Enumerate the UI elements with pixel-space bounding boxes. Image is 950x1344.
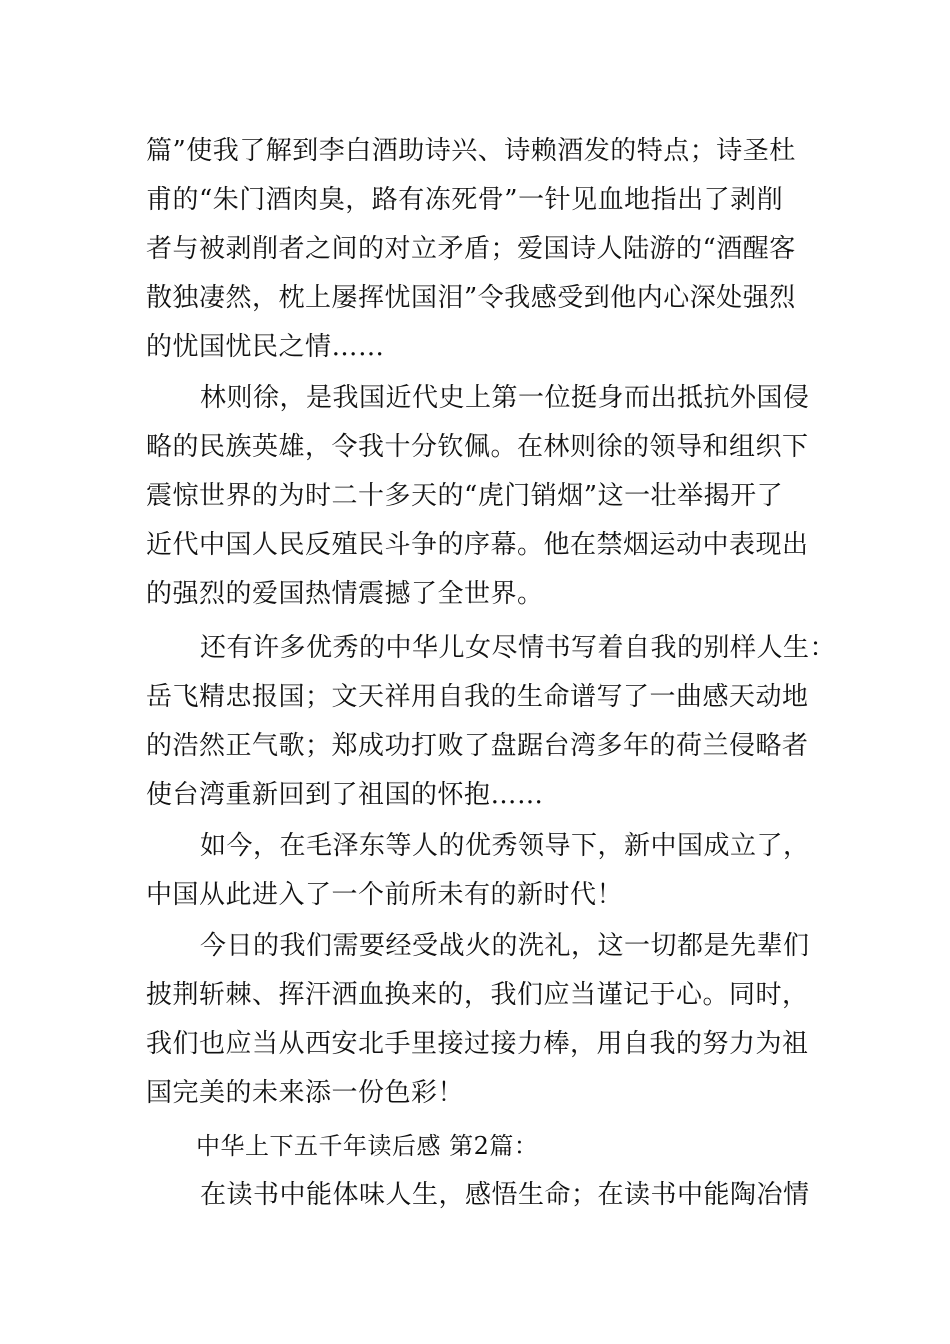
paragraph-first-line: 今日的我们需要经受战火的洗礼，这一切都是先辈们 [200,931,810,961]
text-line: 的强烈的爱国热情震撼了全世界。 [146,579,544,609]
paragraph-first-line: 如今，在毛泽东等人的优秀领导下，新中国成立了， [200,831,810,861]
text-line: 散独凄然，枕上屡挥忧国泪”令我感受到他内心深处强烈 [146,283,796,313]
paragraph-first-line: 在读书中能体味人生，感悟生命；在读书中能陶冶情 [200,1180,810,1210]
text-line: 我们也应当从西安北手里接过接力棒，用自我的努力为祖 [146,1029,809,1059]
paragraph-first-line: 还有许多优秀的中华儿女尽情书写着自我的别样人生： [200,633,837,663]
text-line: 近代中国人民反殖民斗争的序幕。他在禁烟运动中表现出 [146,530,809,560]
text-line: 的忧国忧民之情…… [146,332,385,362]
text-line: 使台湾重新回到了祖国的怀抱…… [146,780,544,810]
text-line: 的浩然正气歌；郑成功打败了盘踞台湾多年的荷兰侵略者 [146,731,809,761]
section-heading: 中华上下五千年读后感 第2篇： [196,1132,539,1160]
text-line: 略的民族英雄，令我十分钦佩。在林则徐的领导和组织下 [146,432,809,462]
text-line: 篇”使我了解到李白酒助诗兴、诗赖酒发的特点；诗圣杜 [146,136,796,166]
text-line: 国完美的未来添一份色彩！ [146,1078,465,1108]
paragraph-first-line: 林则徐，是我国近代史上第一位挺身而出抵抗外国侵 [200,383,810,413]
text-line: 披荆斩棘、挥汗洒血换来的，我们应当谨记于心。同时， [146,980,809,1010]
text-line: 震惊世界的为时二十多天的“虎门销烟”这一壮举揭开了 [146,481,784,511]
text-line: 中国从此进入了一个前所未有的新时代！ [146,880,624,910]
text-line: 甫的“朱门酒肉臭，路有冻死骨”一针见血地指出了剥削 [146,185,784,215]
text-line: 岳飞精忠报国；文天祥用自我的生命谱写了一曲感天动地 [146,682,809,712]
text-line: 者与被剥削者之间的对立矛盾；爱国诗人陆游的“酒醒客 [146,234,796,264]
